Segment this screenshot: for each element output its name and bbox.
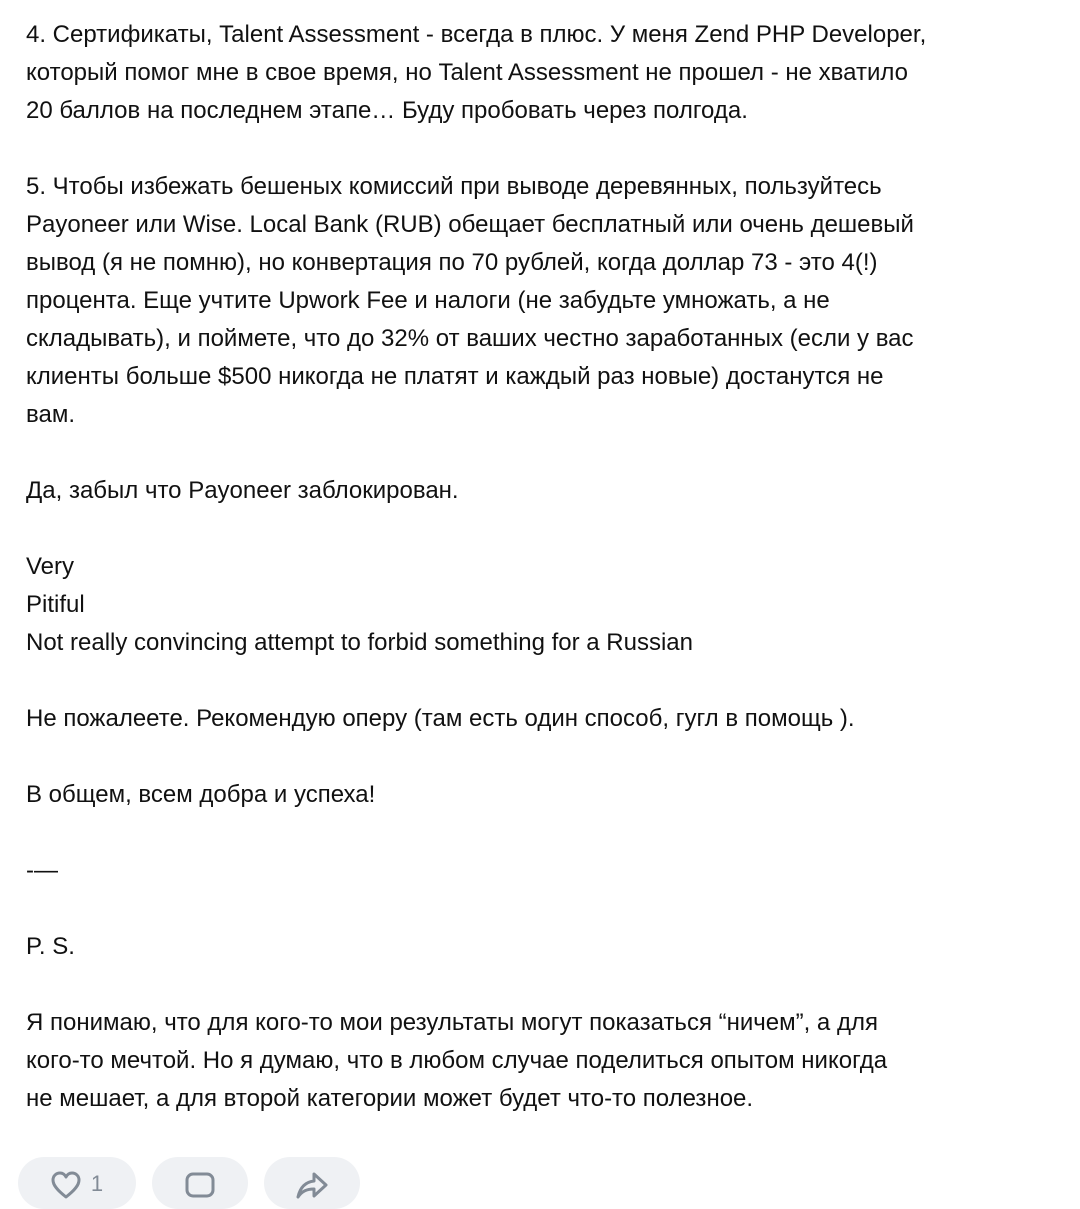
post-body <box>26 16 1056 1118</box>
paragraph-line: не мешает, а для второй категории может будет что-то полезное. <box>26 1085 754 1112</box>
paragraph-line: Not really convincing attempt to forbid something for a Russian <box>26 629 693 656</box>
share-button[interactable] <box>264 1157 360 1209</box>
paragraph-line: 4. Сертификаты, Talent Assessment - всегда в плюс. У меня Zend PHP Developer, <box>26 21 927 48</box>
heart-icon <box>51 1171 81 1199</box>
paragraph-line: который помог мне в свое время, но Talent Assessment не прошел - не хватило <box>26 59 908 86</box>
paragraph-line: Payoneer или Wise. Local Bank (RUB) обещает бесплатный или очень дешевый <box>26 211 914 238</box>
like-button[interactable] <box>18 1157 136 1209</box>
paragraph-line: Не пожалеете. Рекомендую оперу (там есть один способ, гугл в помощь ). <box>26 705 855 732</box>
paragraph-line: вывод (я не помню), но конвертация по 70 рублей, когда доллар 73 - это 4(!) <box>26 249 878 276</box>
paragraph-line: вам. <box>26 401 75 428</box>
like-count: 1 <box>90 1171 104 1196</box>
paragraph-line: складывать), и поймете, что до 32% от ваших честно заработанных (если у вас <box>26 325 914 352</box>
paragraph-line: 5. Чтобы избежать бешеных комиссий при выводе деревянных, пользуйтесь <box>26 173 882 200</box>
paragraph-line: процента. Еще учтите Upwork Fee и налоги (не забудьте умножать, а не <box>26 287 830 314</box>
separator: -— <box>26 857 58 884</box>
comment-button[interactable] <box>152 1157 248 1209</box>
paragraph-line: В общем, всем добра и успеха! <box>26 781 376 808</box>
paragraph-line: Я понимаю, что для кого-то мои результаты могут показаться “ничем”, а для <box>26 1009 878 1036</box>
paragraph-line: Да, забыл что Payoneer заблокирован. <box>26 477 459 504</box>
post-actions <box>18 1157 360 1209</box>
paragraph-line: Pitiful <box>26 591 85 618</box>
share-icon <box>296 1171 328 1199</box>
ps-label: P. S. <box>26 933 75 960</box>
paragraph-line: Very <box>26 553 75 580</box>
paragraph-line: кого-то мечтой. Но я думаю, что в любом случае поделиться опытом никогда <box>26 1047 888 1074</box>
paragraph-line: клиенты больше $500 никогда не платят и каждый раз новые) достанутся не <box>26 363 884 390</box>
comment-icon <box>184 1171 216 1199</box>
paragraph-line: 20 баллов на последнем этапе… Буду пробовать через полгода. <box>26 97 748 124</box>
